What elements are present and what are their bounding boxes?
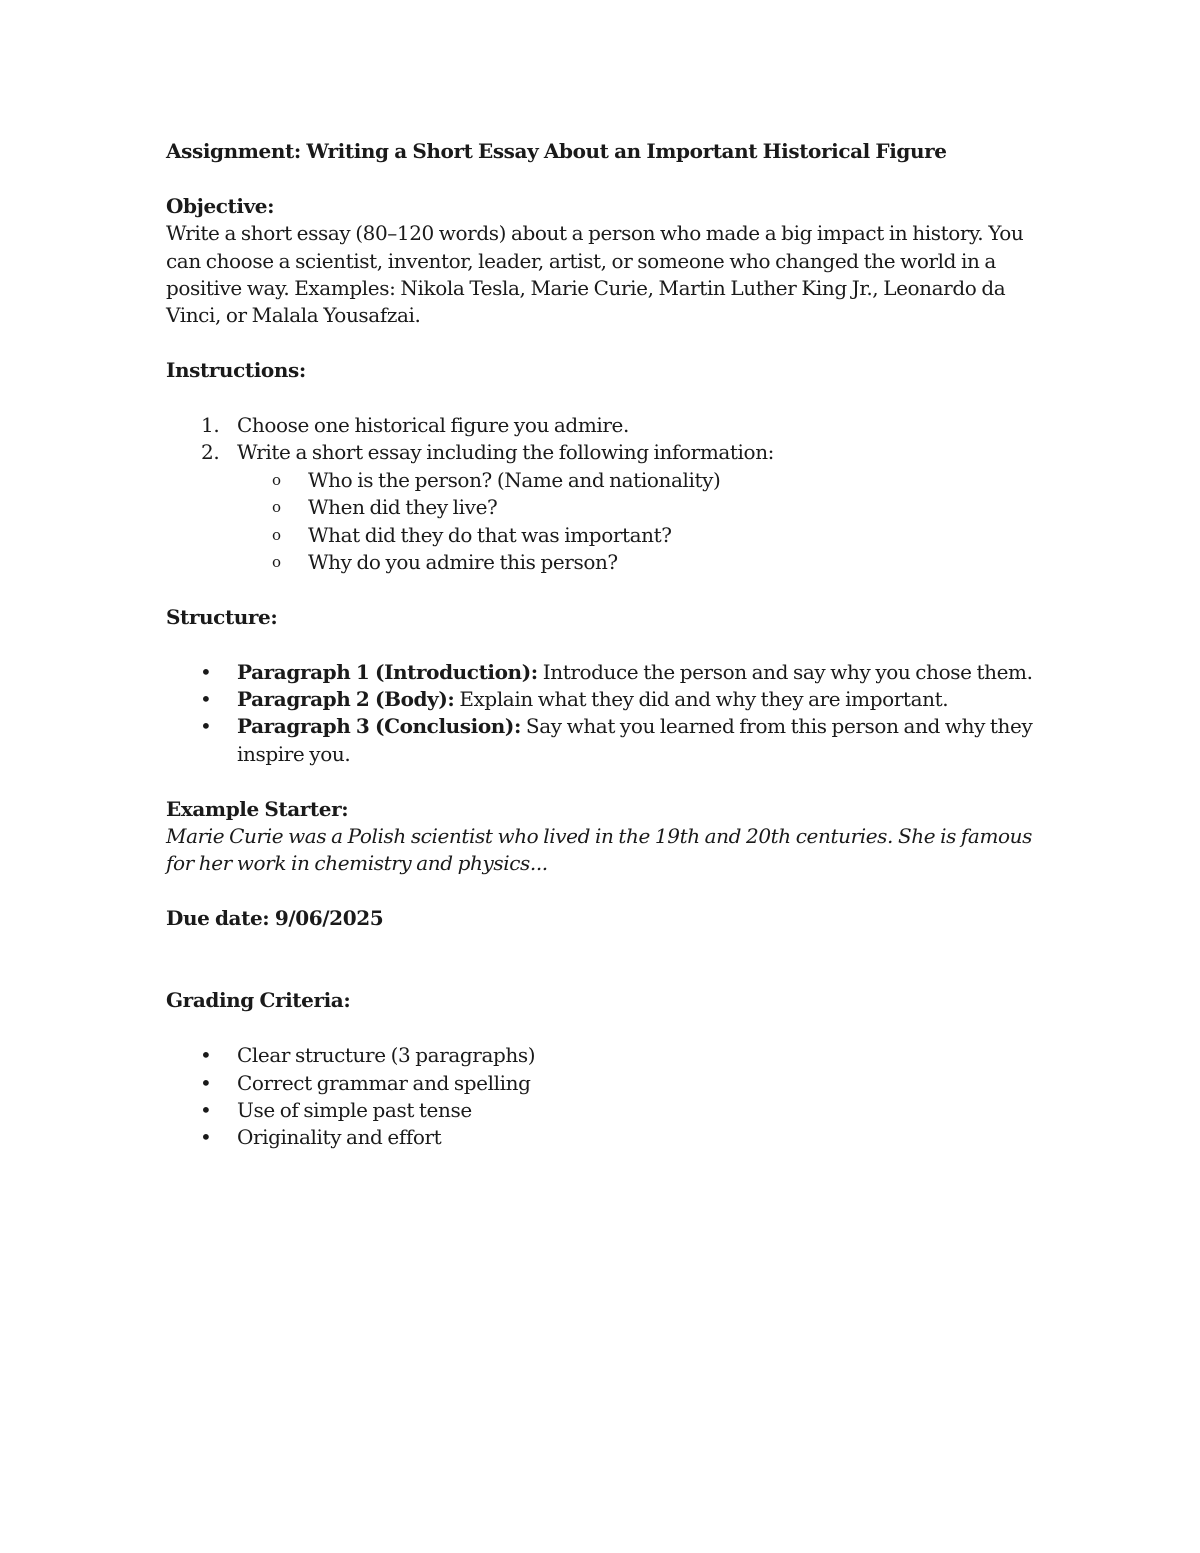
grading-heading: Grading Criteria:	[166, 988, 351, 1013]
circle-bullet-icon: o	[272, 553, 281, 572]
due-date: Due date: 9/06/2025	[166, 906, 384, 931]
bullet-icon: •	[200, 1098, 212, 1123]
step-text: Write a short essay including the following information:	[237, 440, 775, 465]
grading-item	[166, 1124, 1036, 1151]
example-heading: Example Starter:	[166, 796, 349, 821]
bullet-icon: •	[200, 1070, 212, 1095]
sub-list-item	[237, 522, 1036, 549]
bullet-icon: •	[200, 659, 212, 684]
instruction-step	[166, 439, 1036, 576]
circle-bullet-icon: o	[272, 470, 281, 489]
grading-item	[166, 1042, 1036, 1069]
grading-item-text: Use of simple past tense	[237, 1098, 472, 1123]
bullet-icon: •	[200, 687, 212, 712]
sub-item-text: Why do you admire this person?	[308, 550, 618, 575]
grading-item	[166, 1070, 1036, 1097]
sub-item-text: What did they do that was important?	[308, 522, 672, 547]
sub-list-item	[237, 494, 1036, 521]
step-text: Choose one historical figure you admire.	[237, 413, 629, 438]
grading-list	[166, 1042, 1036, 1152]
structure-item-text: Say what you learned from this person and why they inspire you.	[237, 714, 1033, 766]
instructions-heading: Instructions:	[166, 358, 306, 383]
structure-item	[166, 686, 1036, 713]
bullet-icon: •	[200, 1125, 212, 1150]
grading-item-text: Originality and effort	[237, 1125, 442, 1150]
bullet-icon: •	[200, 1043, 212, 1068]
circle-bullet-icon: o	[272, 525, 281, 544]
example-text: Marie Curie was a Polish scientist who lived in the 19th and 20th centuries. She is famous for her work in chemistry and physics...	[166, 824, 1033, 876]
document-title: Assignment: Writing a Short Essay About an Important Historical Figure	[166, 139, 947, 163]
structure-item-label: Paragraph 2 (Body):	[237, 687, 455, 712]
structure-item-label: Paragraph 1 (Introduction):	[237, 659, 538, 684]
document-page	[166, 138, 1036, 1152]
sub-item-text: Who is the person? (Name and nationality)	[308, 467, 721, 492]
structure-list	[166, 659, 1036, 769]
circle-bullet-icon: o	[272, 498, 281, 517]
grading-item-text: Correct grammar and spelling	[237, 1070, 531, 1095]
structure-heading: Structure:	[166, 604, 278, 629]
objective-text: Write a short essay (80–120 words) about a person who made a big impact in history. You can choose a scientist, inventor, leader, artist, or someone who changed the world in a positive way. Examples: Nikola Tesla, Marie Curie, Martin Luther King Jr., Leonardo da Vinci, or Malala Yousafzai.	[166, 221, 1024, 328]
grading-item-text: Clear structure (3 paragraphs)	[237, 1043, 536, 1068]
grading-item	[166, 1097, 1036, 1124]
instruction-sub-list	[237, 467, 1036, 577]
instructions-list	[166, 412, 1036, 576]
step-number: 1.	[201, 413, 220, 438]
structure-item	[166, 713, 1036, 768]
bullet-icon: •	[200, 714, 212, 739]
step-number: 2.	[201, 440, 220, 465]
structure-item-text: Introduce the person and say why you chose them.	[537, 659, 1033, 684]
sub-item-text: When did they live?	[308, 495, 498, 520]
sub-list-item	[237, 549, 1036, 576]
instruction-step	[166, 412, 1036, 439]
sub-list-item	[237, 467, 1036, 494]
structure-item	[166, 659, 1036, 686]
structure-item-label: Paragraph 3 (Conclusion):	[237, 714, 521, 739]
structure-item-text: Explain what they did and why they are important.	[454, 687, 949, 712]
objective-heading: Objective:	[166, 193, 275, 218]
